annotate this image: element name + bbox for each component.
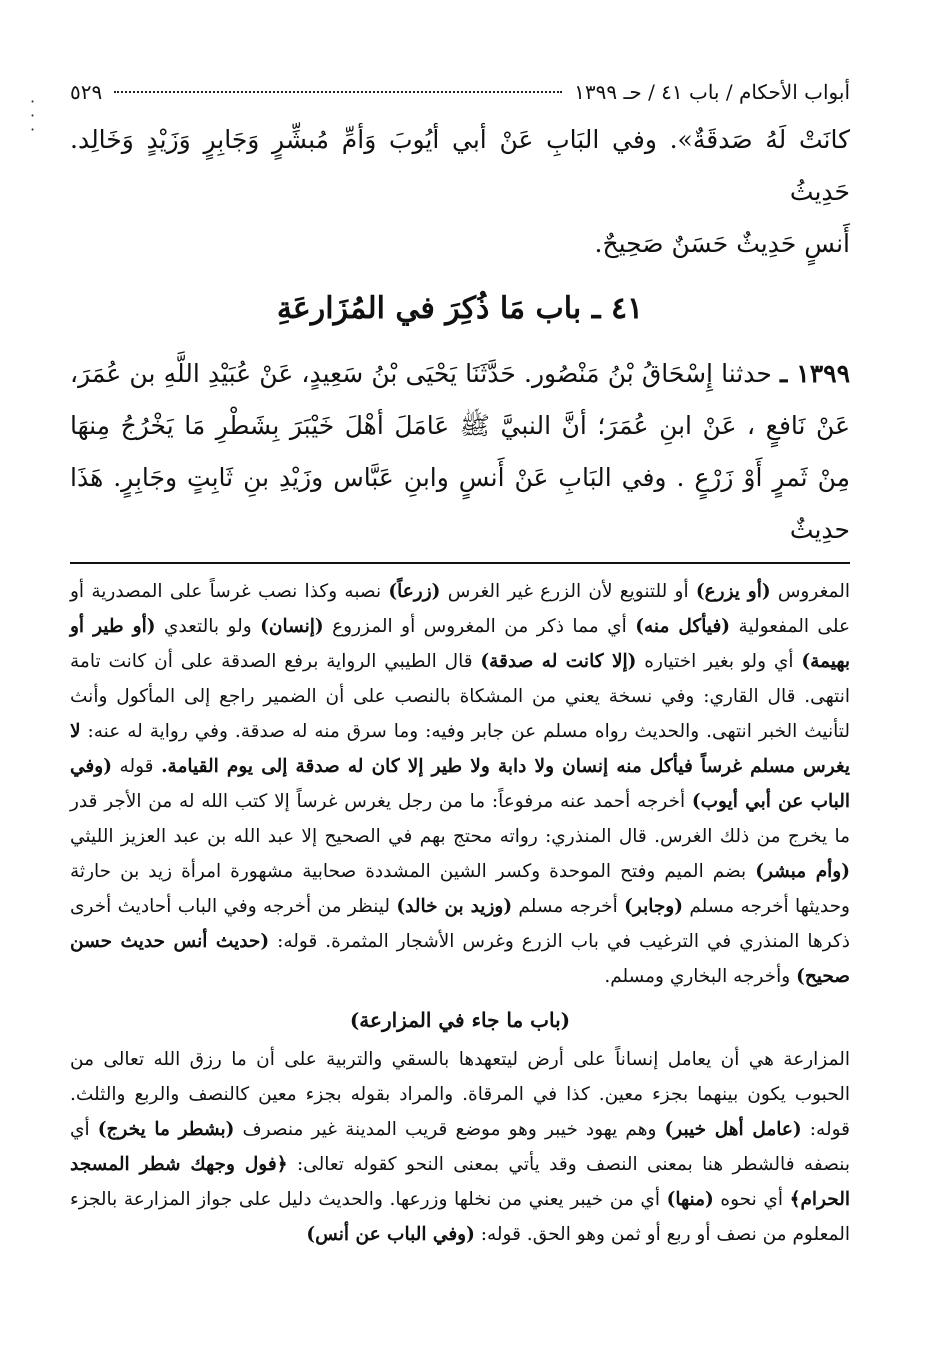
hadith-paragraph (70, 348, 850, 556)
bold-phrase: ﴿فول وجهك شطر المسجد الحرام﴾ (70, 1154, 850, 1210)
hadith-body: حدثنا إِسْحَاقُ بْنُ مَنْصُور. حَدَّثَنَا يَحْيَى بْنُ سَعِيدٍ، عَنْ عُبَيْدِ اللَّهِ بن عُمَرَ، عَنْ نَافعٍ ، عَنْ ابنِ عُمَرَ؛ أنَّ النبيَّ ﷺ عَامَلَ أهْلَ خَيْبَرَ بِشَطْرِ مَا يَخْرُجُ مِنهَا مِنْ ثَمرٍ أَوْ زَرْعٍ . وفي البَابِ عَنْ أَنسٍ وابنِ عَبَّاس وزَيْدِ بنِ ثَابِتٍ وجَابِرٍ. هَذَا حدِيثٌ (70, 359, 850, 544)
bold-phrase: (منها) (666, 1189, 714, 1210)
bold-phrase: (أو يزرع) (695, 581, 771, 602)
hadith-text-block (70, 114, 850, 556)
bold-phrase: لا يغرس مسلم غرساً فيأكل منه إنسان ولا دابة ولا طير إلا كان له صدقة إلى يوم القيامة. (70, 721, 850, 777)
bold-phrase: (وفي الباب عن أنس) (306, 1224, 475, 1245)
commentary-block (70, 574, 850, 1252)
page-number: ٥٢٩ (70, 80, 103, 104)
book-page (70, 80, 850, 1252)
bold-phrase: (وأم مبشر) (755, 861, 850, 882)
matn-continuation-line-2: أَنسٍ حَدِيثٌ حَسَنٌ صَحِيحٌ. (594, 229, 850, 258)
commentary-subtitle: (باب ما جاء في المزارعة) (349, 1008, 571, 1032)
hadith-number: ١٣٩٩ ـ (780, 359, 851, 388)
running-title: أبواب الأحكام / باب ٤١ / حـ ١٣٩٩ (574, 80, 850, 104)
bold-phrase: (عامل أهل خيبر) (664, 1119, 802, 1140)
bold-phrase: (إلا كانت له صدقة) (480, 651, 637, 672)
matn-continuation-line-1: كانَتْ لَهُ صَدقَةٌ». وفي البَابِ عَنْ أبي أيُوبَ وَأمِّ مُبشِّرٍ وَجَابِرٍ وَزَيْدٍ وَخَالِد. حَدِيثُ (70, 125, 850, 206)
bold-phrase: (وفي الباب عن أبي أيوب) (70, 756, 850, 812)
bold-phrase: (أو طير أو بهيمة) (70, 616, 851, 672)
running-header (70, 80, 850, 114)
bold-phrase: (حديث أنس حديث حسن صحيح) (70, 931, 850, 987)
bold-phrase: (وزيد بن خالد) (396, 896, 513, 917)
bold-phrase: (فيأكل منه) (635, 616, 731, 637)
commentary-paragraph-1: المغروس (أو يزرع) أو للتنويع لأن الزرع غير الغرس (زرعاً) نصبه وكذا نصب غرساً على المصدرية أو على المفعولية (فيأكل منه) أي مما ذكر من المغروس أو المزروع (إنسان) ولو بالتعدي (أو طير أو بهيمة) أي ولو بغير اختياره (إلا كانت له صدقة) قال الطيبي الرواية برفع الصدقة على أن كانت تامة انتهى. قال القاري: وفي نسخة يعني من المشكاة بالنصب على أن الضمير راجع إلى المأكول وأنث لتأنيث الخبر انتهى. والحديث رواه مسلم عن جابر وفيه: وما سرق منه له صدقة. وفي رواية له عنه: لا يغرس مسلم غرساً فيأكل منه إنسان ولا دابة ولا طير إلا كان له صدقة إلى يوم القيامة. قوله (وفي الباب عن أبي أيوب) أخرجه أحمد عنه مرفوعاً: ما من رجل يغرس غرساً إلا كتب الله له من الأجر قدر ما يخرج من ذلك الغرس. قال المنذري: رواته محتج بهم في الصحيح إلا عبد الله بن عبد العزيز الليثي (وأم مبشر) بضم الميم وفتح الموحدة وكسر الشين المشددة صحابية مشهورة امرأة زيد بن حارثة وحديثها أخرجه مسلم (وجابر) أخرجه مسلم (وزيد بن خالد) لينظر من أخرجه وفي الباب أحاديث أخرى ذكرها المنذري في الترغيب في باب الزرع وغرس الأشجار المثمرة. قوله: (حديث أنس حديث حسن صحيح) وأخرجه البخاري ومسلم. (70, 581, 851, 987)
margin-mark: · · · (30, 92, 36, 139)
bold-phrase: (بشطر ما يخرج) (97, 1119, 235, 1140)
header-dot-leader (114, 91, 562, 93)
commentary-divider (70, 562, 850, 564)
bold-phrase: (إنسان) (260, 616, 324, 637)
bold-phrase: (وجابر) (624, 896, 683, 917)
bold-phrase: (زرعاً) (388, 581, 441, 602)
commentary-paragraph-2: المزارعة هي أن يعامل إنساناً على أرض ليتعهدها بالسقي والتربية على أن ما رزق الله تعالى من الحبوب يكون بينهما بجزء معين. كذا في المرقاة. والمراد بقوله بجزء معين كالنصف والربع والثلث. قوله: (عامل أهل خيبر) وهم يهود خيبر وهو موضع قريب المدينة غير منصرف (بشطر ما يخرج) أي بنصفه فالشطر هنا بمعنى النصف وقد يأتي بمعنى النحو كقوله تعالى: ﴿فول وجهك شطر المسجد الحرام﴾ أي نحوه (منها) أي من خيبر يعني من نخلها وزرعها. والحديث دليل على جواز المزارعة بالجزء المعلوم من نصف أو ربع أو ثمن وهو الحق. قوله: (وفي الباب عن أنس) (70, 1049, 850, 1245)
chapter-title: ٤١ ـ باب مَا ذُكِرَ في المُزَارعَةِ (276, 291, 644, 326)
